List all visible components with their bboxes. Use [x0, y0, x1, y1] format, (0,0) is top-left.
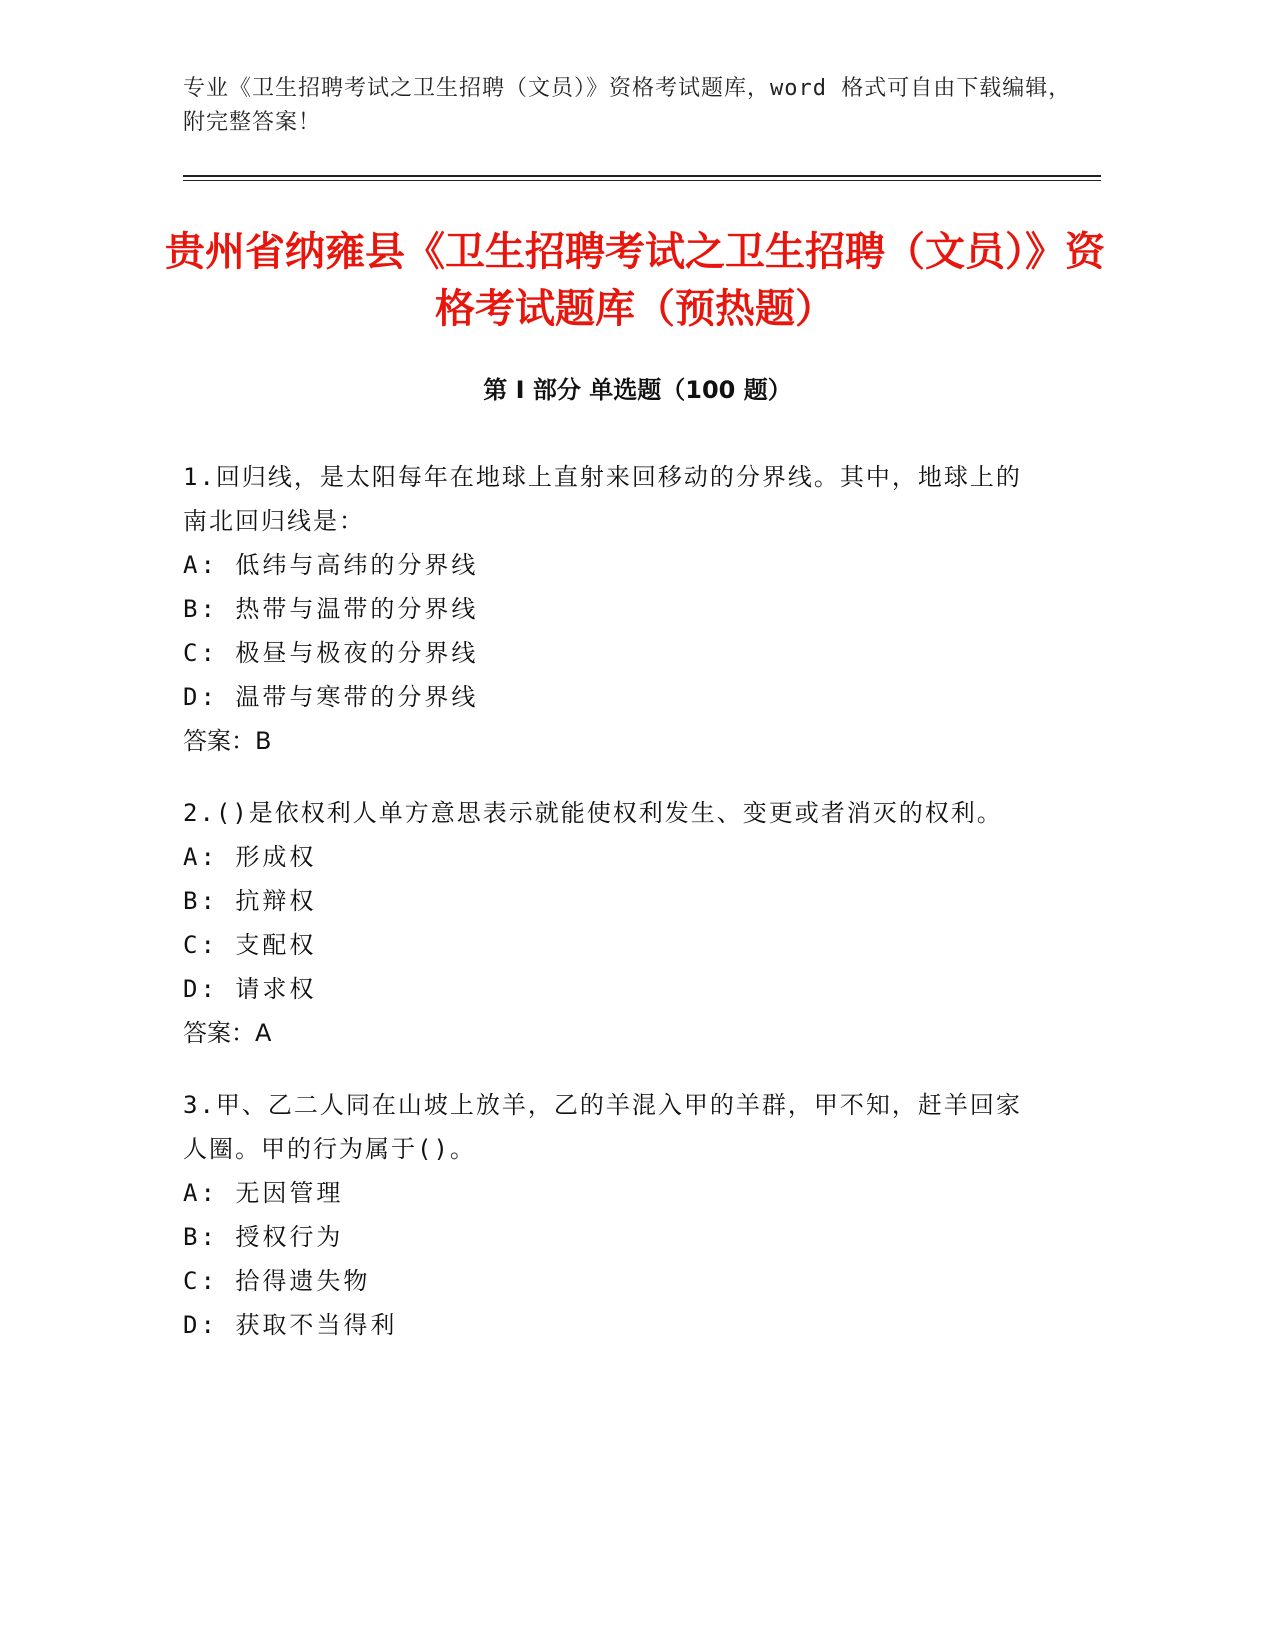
question-3: [183, 1083, 1043, 1347]
option-a: A: 形成权: [183, 843, 317, 871]
option-b: B: 热带与温带的分界线: [183, 595, 479, 623]
option-a: A: 无因管理: [183, 1179, 344, 1207]
option-d: D: 获取不当得利: [183, 1311, 398, 1339]
option-c: C: 拾得遗失物: [183, 1267, 371, 1295]
option-d: D: 温带与寒带的分界线: [183, 683, 479, 711]
question-stem: 1.回归线，是太阳每年在地球上直射来回移动的分界线。其中，地球上的南北回归线是：: [183, 463, 1022, 535]
option-c: C: 支配权: [183, 931, 317, 959]
answer-line: 答案：A: [183, 1019, 272, 1047]
option-b: B: 授权行为: [183, 1223, 344, 1251]
document-title: 贵州省纳雍县《卫生招聘考试之卫生招聘（文员）》资格考试题库（预热题）: [165, 229, 1105, 332]
question-list: [183, 455, 1043, 1375]
question-stem: 2.()是依权利人单方意思表示就能使权利发生、变更或者消灭的权利。: [183, 799, 1003, 827]
header-divider: [183, 175, 1101, 177]
answer-line: 答案：B: [183, 727, 272, 755]
option-c: C: 极昼与极夜的分界线: [183, 639, 479, 667]
question-1: [183, 455, 1043, 763]
option-d: D: 请求权: [183, 975, 317, 1003]
header-note: 专业《卫生招聘考试之卫生招聘（文员）》资格考试题库，word 格式可自由下载编辑，附完整答案！: [183, 76, 1072, 135]
section-title: 第 I 部分 单选题（100 题）: [483, 376, 792, 404]
question-stem: 3.甲、乙二人同在山坡上放羊，乙的羊混入甲的羊群，甲不知，赶羊回家人圈。甲的行为属于()。: [183, 1091, 1022, 1163]
question-2: [183, 791, 1043, 1055]
option-a: A: 低纬与高纬的分界线: [183, 551, 479, 579]
option-b: B: 抗辩权: [183, 887, 317, 915]
